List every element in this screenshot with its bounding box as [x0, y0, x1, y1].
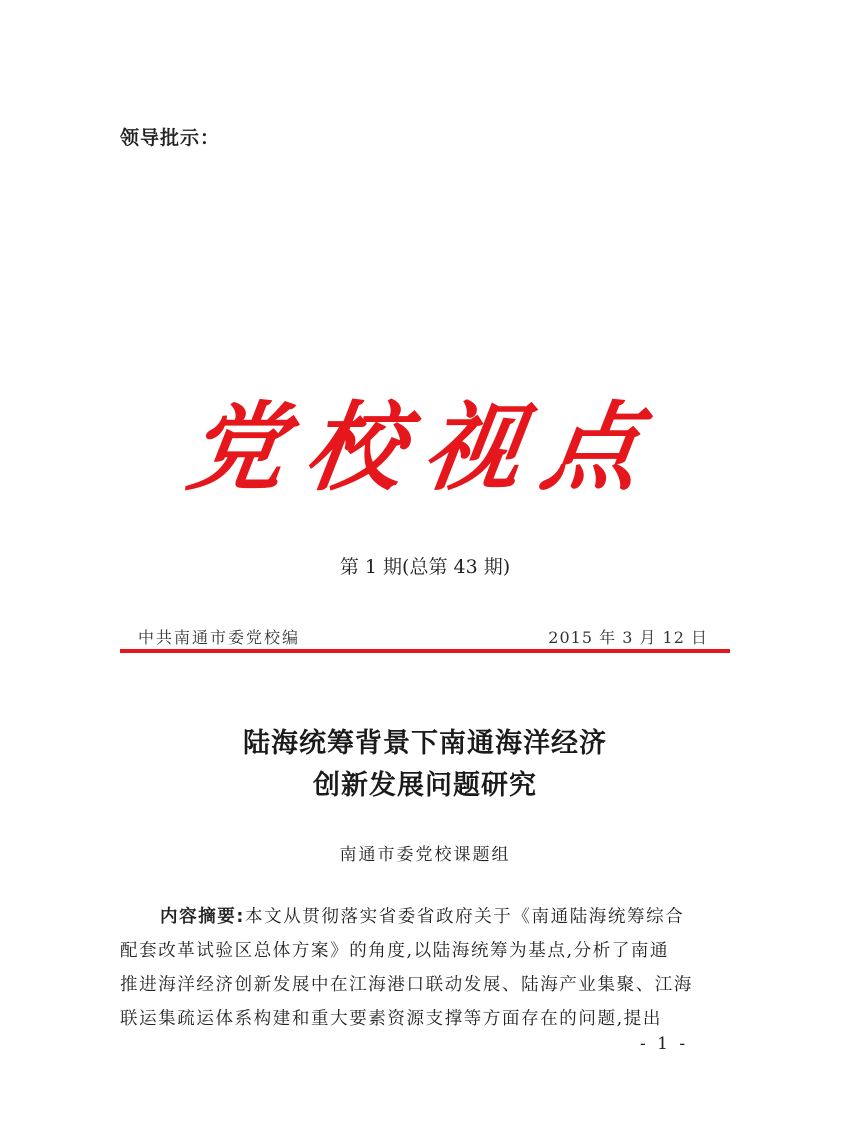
abstract: [120, 900, 740, 1036]
publication-date: 2015 年 3 月 12 日: [548, 628, 708, 647]
masthead: [0, 388, 850, 508]
publisher: 中共南通市委党校编: [138, 628, 301, 647]
issue-number: 第 1 期(总第 43 期): [339, 556, 511, 578]
abstract-line: [120, 900, 740, 934]
page-number: - 1 -: [640, 1034, 689, 1054]
abstract-line: 配套改革试验区总体方案》的角度,以陆海统筹为基点,分析了南通: [120, 941, 670, 961]
abstract-line: 联运集疏运体系构建和重大要素资源支撑等方面存在的问题,提出: [120, 1009, 662, 1029]
masthead-title: 党校视点: [181, 391, 670, 504]
header-divider: [120, 649, 730, 653]
abstract-line: 推进海洋经济创新发展中在江海港口联动发展、陆海产业集聚、江海: [120, 975, 693, 995]
leader-instruction-label: 领导批示：: [120, 127, 221, 149]
article-title-line-2: 创新发展问题研究: [313, 770, 537, 801]
abstract-text: 本文从贯彻落实省委省政府关于《南通陆海统筹综合: [245, 907, 685, 927]
article-author: 南通市委党校课题组: [339, 845, 511, 865]
article-title-line-1: 陆海统筹背景下南通海洋经济: [243, 728, 607, 759]
abstract-label: 内容摘要:: [160, 907, 245, 927]
